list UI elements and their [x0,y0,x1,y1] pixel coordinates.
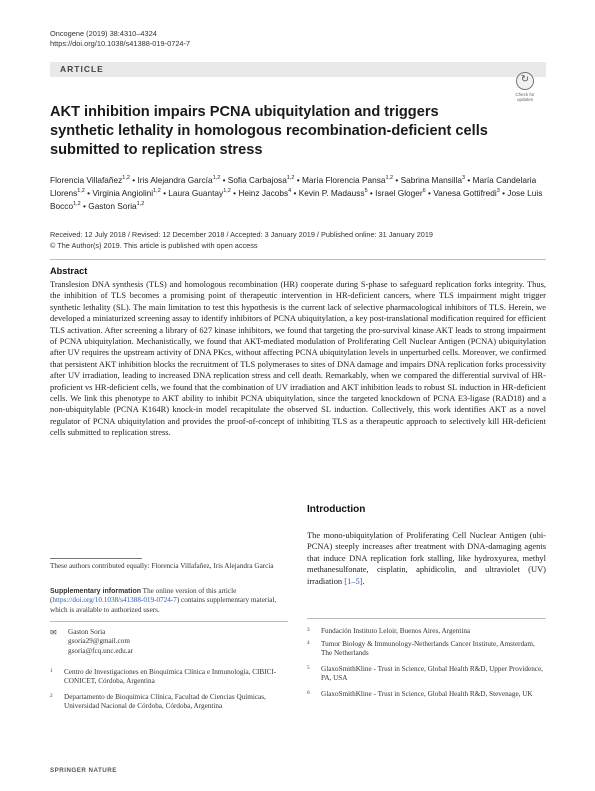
author-separator: • [220,175,228,185]
supplementary-text-1: The online version of this article ( [50,587,237,605]
author-name[interactable]: Sabrina Mansilla [400,175,462,185]
abstract-text: Translesion DNA synthesis (TLS) and homologous recombination (HR) cooperate during S-phase to safeguard replication forks integrity. Thus, the inhibition of TLS becomes a promising point of therapeutic intervention in HR-deficient cancers, where TLS impairment might trigger synthetic lethality (SL). The main limitation to test this hypothesis is the current lack of selective pharmacological inhibitors of TLS. Herein, we developed a miniaturized screening assay to identify inhibitors of PCNA ubiquitylation, a key post-translational modification required for efficient TLS activation. After screening a library of 627 kinase inhibitors, we found that targeting the pro-survival kinase AKT leads to strong impairment of PCNA ubiquitylation. Mechanistically, we found that AKT-mediated modulation of Proliferating Cell Nuclear Antigen (PCNA) ubiquitylation after UV requires the upstream activity of DNA PKcs, without affecting PCNA ubiquitylation levels in unperturbed cells. Moreover, we confirmed that persistent AKT inhibition blocks the recruitment of TLS polymerases to sites of DNA damage and impairs DNA replication forks processivity after UV irradiation, leading to increased DNA replication stress and cell death. Remarkably, when we compared the differential survival of HR-proficient vs HR-deficient cells, we found that the combination of UV irradiation and AKT inhibition leads to robust SL induction in HR-deficient cells. We link this phenotype to AKT ability to inhibit PCNA ubiquitylation, since the targeted knockdown of PCNA E3-ligase (RAD18) and a non-ubiquitylable (PCNA K164R) knock-in model recapitulate the observed SL induction. Collectively, this work identifies AKT as a novel regulator of PCNA ubiquitylation and provides the proof-of-concept of inhibiting TLS as a therapeutic approach to selectively kill HR-deficient cells submitted to replication stress. [50,279,546,438]
author-name[interactable]: Gaston Soria [88,201,137,211]
affiliation-number: 2 [50,693,53,699]
author-separator: • [160,188,169,198]
author-affiliation: 5 [364,188,368,195]
author-separator: • [393,175,401,185]
check-for-updates-badge[interactable] [513,72,537,102]
affiliation-number: 6 [307,690,310,696]
footnote-divider [50,558,142,559]
affiliation-number: 1 [50,668,53,674]
affiliation-text: GlaxoSmithKline - Trust in Science, Global Health R&D, Stevenage, UK [321,690,533,698]
affiliation-number: 5 [307,665,310,671]
abstract-heading: Abstract [50,266,88,276]
author-name[interactable]: María Candelaria Llorens [50,175,537,198]
introduction-end: . [362,575,365,586]
affiliation-text: Departamento de Bioquímica Clínica, Facultad de Ciencias Químicas, Universidad Nacional de Córdoba, Córdoba, Argentina [64,693,266,711]
author-name[interactable]: Florencia Villafañez [50,175,123,185]
article-title: AKT inhibition impairs PCNA ubiquitylation and triggers synthetic lethality in homologous recombination-deficient cells submitted to replication stress [50,104,488,158]
supplementary-text-2: ) contains supplementary material, which is available to authorized users. [50,596,277,614]
supplementary-note [50,587,288,615]
publisher-logo: SPRINGER NATURE [50,767,117,774]
check-updates-caption: Check for updates [515,92,535,102]
author-affiliation: 3 [461,175,466,182]
author-separator: • [84,188,93,198]
author-separator: • [465,175,473,185]
dates-line: Received: 12 July 2018 / Revised: 12 December 2018 / Accepted: 3 January 2019 / Published online: 31 January 2019 [50,230,433,239]
equal-contribution-note: These authors contributed equally: Florencia Villafañez, Iris Alejandra García [50,562,274,570]
author-affiliation: 1,2 [212,175,221,182]
author-affiliation: 1,2 [73,201,81,208]
check-updates-icon: ↻ [516,72,534,90]
contact-email-1[interactable]: gsoria29@gmail.com [68,637,130,646]
author-affiliation: 1,2 [77,188,85,195]
author-name[interactable]: Virginia Angiolini [92,188,154,198]
section-band [50,62,546,77]
author-separator: • [291,188,299,198]
supplementary-label: Supplementary information [50,588,142,595]
author-affiliation: 6 [422,188,426,195]
contact-divider [50,621,288,622]
author-separator: • [80,201,89,211]
author-separator: • [367,188,376,198]
author-name[interactable]: Laura Guantay [168,188,224,198]
author-name[interactable]: Sofia Carbajosa [227,175,287,185]
envelope-icon: ✉ [50,628,57,637]
publication-dates [50,230,545,251]
author-affiliation: 1,2 [223,188,231,195]
author-name[interactable]: Israel Gloger [375,188,423,198]
introduction-text [307,530,546,587]
affiliation-text: Fundación Instituto Leloir, Buenos Aires, Argentina [321,627,471,635]
affiliation-text: Centro de Investigaciones en Bioquímica Clínica e Inmunología, CIBICI-CONICET, Córdoba, Argentina [64,668,277,686]
divider [50,259,546,260]
author-separator: • [230,188,239,198]
journal-doi[interactable]: https://doi.org/10.1038/s41388-019-0724-7 [50,39,191,48]
author-separator: • [129,175,138,185]
author-affiliation: 3 [496,188,500,195]
affiliation-divider [307,618,546,619]
author-name[interactable]: Kevin P. Madauss [298,188,365,198]
author-affiliation: 1,2 [153,188,161,195]
contact-name: Gaston Soria [68,628,106,636]
author-list [50,174,545,213]
citation-link[interactable]: [1–5] [344,575,363,586]
author-affiliation: 1,2 [385,175,394,182]
author-name[interactable]: Heinz Jacobs [238,188,289,198]
author-name[interactable]: Vanesa Gottifredi [433,188,497,198]
license-line: © The Author(s) 2019. This article is published with open access [50,240,258,250]
author-separator: • [499,188,508,198]
author-name[interactable]: María Florencia Pansa [302,175,386,185]
author-affiliation: 1,2 [122,175,130,182]
introduction-heading: Introduction [307,504,366,515]
introduction-paragraph: The mono-ubiquitylation of Proliferating Cell Nuclear Antigen (ubi-PCNA) steeply increases after treatment with DNA-damaging agents that induce DNA replication fork stalling, like hydroxyurea, methyl methanesulfonate, cisplatin, aphidicolin, and ultraviolet (UV) irradiation [307,530,546,586]
journal-header [50,29,190,49]
affiliation-text: GlaxoSmithKline - Trust in Science, Global Health R&D, Upper Providence, PA, USA [321,665,543,683]
author-affiliation: 1,2 [286,175,295,182]
section-label: ARTICLE [60,64,104,74]
author-name[interactable]: Iris Alejandra García [137,175,213,185]
author-separator: • [294,175,302,185]
affiliation-text: Tumor Biology & Immunology-Netherlands Cancer Institute, Amsterdam, The Netherlands [321,640,535,658]
contact-email-2[interactable]: gsoria@fcq.unc.edu.ar [68,646,134,655]
author-name[interactable]: Jose Luis Bocco [50,188,543,211]
author-affiliation: 4 [288,188,292,195]
journal-citation: Oncogene (2019) 38:4310–4324 [50,29,157,38]
supplementary-link[interactable]: https://doi.org/10.1038/s41388-019-0724-7 [52,596,177,605]
affiliation-number: 4 [307,640,310,646]
author-separator: • [425,188,434,198]
author-affiliation: 1,2 [136,201,145,208]
affiliation-number: 3 [307,627,310,633]
